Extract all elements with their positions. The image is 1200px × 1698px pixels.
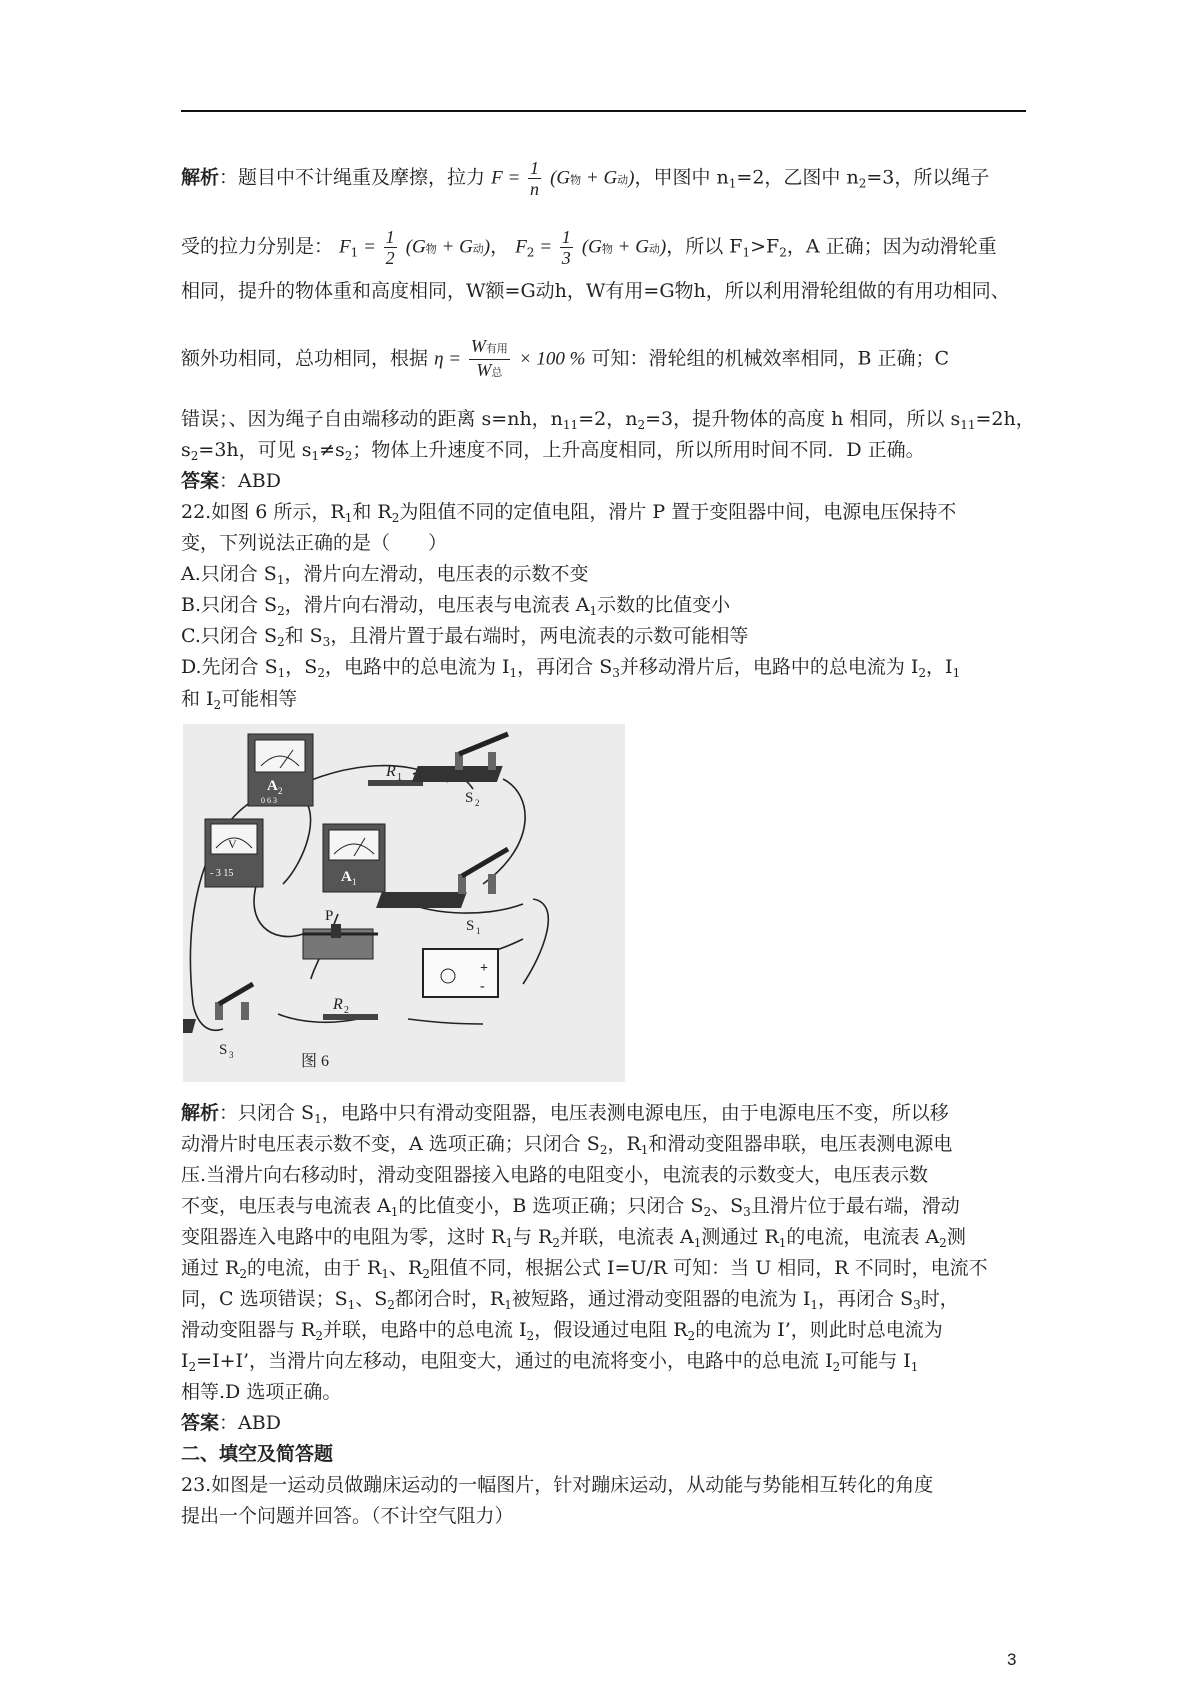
fraction: $\frac{1}{3}$ — [561, 227, 571, 268]
switch-s3 — [183, 984, 253, 1060]
rheostat — [303, 908, 378, 959]
svg-text:- 3 15: - 3 15 — [210, 868, 234, 879]
q21-answer: 答案：ABD — [181, 470, 281, 492]
figure-caption: 图 6 — [301, 1053, 330, 1070]
svg-text:R: R — [386, 763, 396, 780]
svg-text:1: 1 — [352, 877, 357, 887]
header-rule — [181, 110, 1026, 112]
q22-analysis-6: 通过 $R_2$的电流，由于 $R_1$、$R_2$阻值不同，根据公式 I=U/R 可知：当 U 相同，R 不同时，电流不 — [181, 1257, 988, 1281]
svg-text:A: A — [341, 869, 352, 885]
q22-option-b: B.只闭合 $S_2$，滑片向右滑动，电压表与电流表 $A_1$示数的比值变小 — [181, 594, 731, 618]
svg-text:-: - — [480, 979, 485, 994]
battery — [423, 949, 498, 997]
svg-text:S: S — [466, 918, 475, 934]
svg-text:0 6 3: 0 6 3 — [261, 796, 277, 805]
svg-text:2: 2 — [475, 798, 480, 808]
q22-stem-1: 22.如图 6 所示，$R_1$和 $R_2$为阻值不同的定值电阻，滑片 P 置于变阻器中间，电源电压保持不 — [181, 501, 957, 525]
q22-option-d-cont: 和 $I_2$可能相等 — [181, 688, 298, 712]
svg-text:+: + — [480, 961, 488, 976]
voltmeter — [205, 819, 263, 887]
q22-analysis-10: 相等.D 选项正确。 — [181, 1381, 342, 1403]
q22-analysis-4: 不变，电压表与电流表 $A_1$的比值变小，B 选项正确；只闭合 $S_2$、$S_3$且滑片位于最右端，滑动 — [181, 1195, 960, 1219]
efficiency-fraction: $\frac{\text{W有用}}{\text{W总}}$ — [470, 336, 508, 380]
circuit-figure — [183, 724, 625, 1082]
q22-option-a: A.只闭合 $S_1$，滑片向左滑动，电压表的示数不变 — [181, 563, 589, 587]
svg-text:1: 1 — [476, 926, 481, 936]
section-heading: 二、填空及简答题 — [181, 1443, 334, 1465]
q22-option-c: C.只闭合 $S_2$和 $S_3$，且滑片置于最右端时，两电流表的示数可能相等 — [181, 625, 749, 649]
svg-text:R: R — [333, 996, 343, 1013]
svg-text:S: S — [465, 790, 474, 806]
q22-analysis-5: 变阻器连入电路中的电阻为零，这时 $R_1$与 $R_2$并联，电流表 $A_1$测通过 $R_1$的电流，电流表 $A_2$测 — [181, 1226, 966, 1250]
q23-stem-2: 提出一个问题并回答。（不计空气阻力） — [181, 1505, 514, 1527]
svg-text:3: 3 — [229, 1050, 234, 1060]
q22-stem-2: 变，下列说法正确的是（ ） — [181, 532, 448, 554]
svg-text:P: P — [325, 908, 334, 924]
q21-line-2: 受的拉力分别是： $F_1$ = $\frac{1}{2}$ (G物 + G动)， $F_2$ = $\frac{1}{3}$ (G物 + G动)，所以 $F_1>F_2$，A 正确；因为动滑轮重 — [181, 227, 997, 268]
svg-text:2: 2 — [344, 1005, 349, 1016]
page-number: 3 — [1007, 1650, 1017, 1669]
q21-line-1: 解析：题目中不计绳重及摩擦，拉力 F = $\frac{1}{n}$ (G物 + G动)，甲图中 $n_1=2$，乙图中 $n_2=3$，所以绳子 — [181, 158, 990, 199]
switch-s2 — [412, 734, 508, 808]
fraction: $\frac{1}{n}$ — [530, 158, 540, 199]
q21-line-5: 错误；、因为绳子自由端移动的距离 s=nh，$n_{11}=2$，$n_2=3$，提升物体的高度 h 相同，所以 $s_{11}=2h$， — [181, 408, 1035, 432]
q22-option-d: D.先闭合 $S_1$，$S_2$，电路中的总电流为 $I_1$，再闭合 $S_3$并移动滑片后，电路中的总电流为 $I_2$，$I_1$ — [181, 656, 961, 680]
analysis-label: 解析 — [181, 166, 220, 189]
q23-stem-1: 23.如图是一运动员做蹦床运动的一幅图片，针对蹦床运动，从动能与势能相互转化的角度 — [181, 1474, 934, 1496]
q21-line-3: 相同，提升的物体重和高度相同，W额=G动h，W有用=G物h，所以利用滑轮组做的有用功相同、 — [181, 280, 1010, 302]
switch-s1 — [376, 849, 508, 936]
svg-text:A: A — [267, 778, 278, 794]
svg-text:V: V — [228, 837, 237, 851]
q22-answer: 答案：ABD — [181, 1412, 281, 1434]
q22-analysis-7: 同，C 选项错误；$S_1$、$S_2$都闭合时，$R_1$被短路，通过滑动变阻器的电流为 $I_1$，再闭合 $S_3$时， — [181, 1288, 959, 1312]
q22-analysis-1: 解析：只闭合 $S_1$，电路中只有滑动变阻器，电压表测电源电压，由于电源电压不变，所以移 — [181, 1102, 949, 1126]
q22-analysis-3: 压.当滑片向右移动时，滑动变阻器接入电路的电阻变小，电流表的示数变大，电压表示数 — [181, 1164, 929, 1186]
svg-text:2: 2 — [278, 786, 283, 796]
q22-analysis-9: $I_2=I+I$’，当滑片向左移动，电阻变大，通过的电流将变小，电路中的总电流 $I_2$可能与 $I_1$ — [181, 1350, 919, 1374]
q21-line-4: 额外功相同，总功相同，根据 η = $\frac{\text{W有用}}{\text{W总}}$ × 100 % 可知：滑轮组的机械效率相同，B 正确；C — [181, 336, 949, 383]
resistor-r2 — [323, 996, 378, 1020]
svg-text:1: 1 — [397, 772, 402, 783]
svg-text:S: S — [219, 1042, 228, 1058]
ammeter-a2 — [248, 734, 313, 806]
circuit-diagram — [183, 724, 625, 1082]
q21-line-6: $s_2=3h$，可见 $s_1\ne s_2$；物体上升速度不同，上升高度相同，所以所用时间不同．D 正确。 — [181, 439, 925, 463]
q22-analysis-8: 滑动变阻器与 $R_2$并联，电路中的总电流 $I_2$，假设通过电阻 $R_2$的电流为 I’，则此时总电流为 — [181, 1319, 943, 1343]
q22-analysis-2: 动滑片时电压表示数不变，A 选项正确；只闭合 $S_2$，$R_1$和滑动变阻器串联，电压表测电源电 — [181, 1133, 953, 1157]
fraction: $\frac{1}{2}$ — [385, 227, 395, 268]
ammeter-a1 — [323, 824, 385, 892]
